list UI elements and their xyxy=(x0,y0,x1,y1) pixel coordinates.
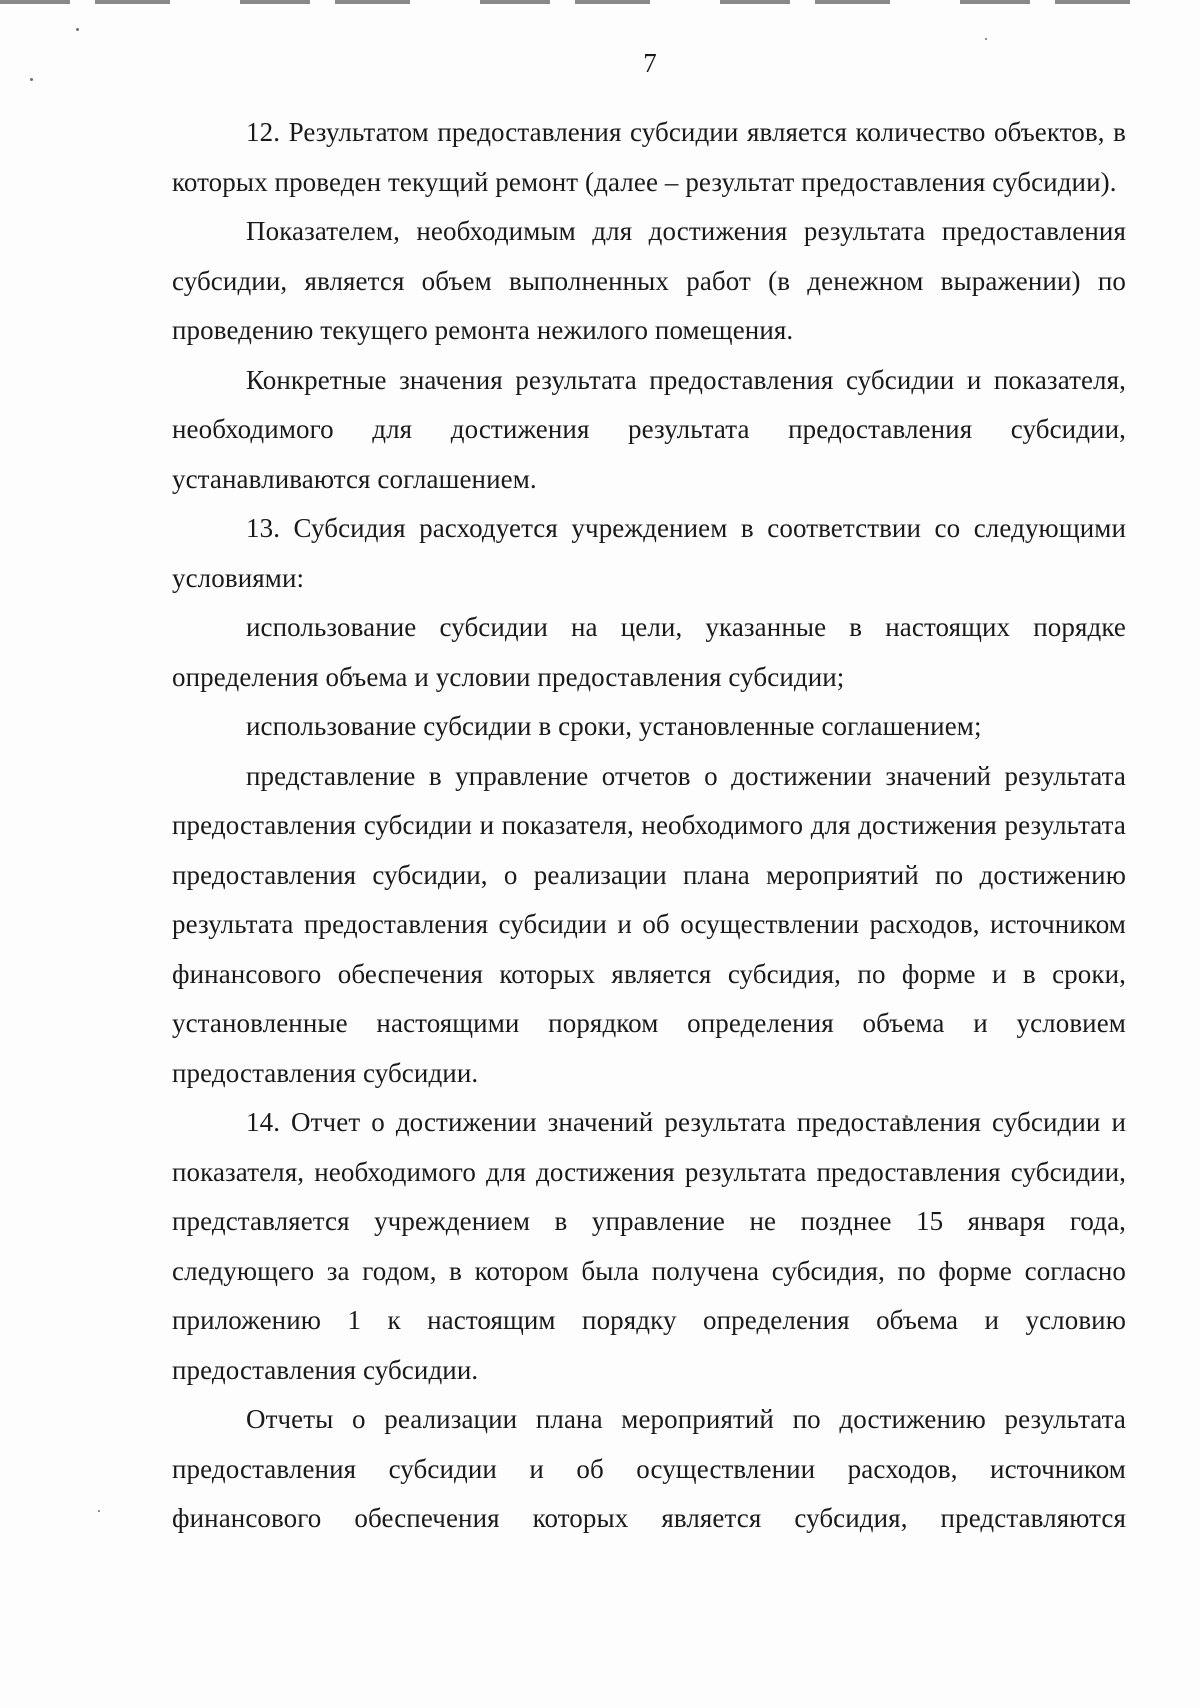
scan-top-edge xyxy=(0,0,1200,4)
paragraph-plan-reports: Отчеты о реализации плана мероприятий по достижению результата предоставления субсидии и об осуществлении расходов, источником финансового обеспечения которых является субсидия, представляются xyxy=(172,1404,1126,1533)
scan-speck xyxy=(985,38,987,40)
paragraph-indicator: Показателем, необходимым для достижения результата предоставления субсидии, является объем выполненных работ (в денежном выражении) по проведению текущего ремонта нежилого помещения. xyxy=(172,216,1126,345)
scan-speck xyxy=(98,1510,100,1512)
scan-speck xyxy=(30,78,33,81)
paragraph-13-conditions: 13. Субсидия расходуется учреждением в соответствии со следующими условиями: xyxy=(172,513,1126,593)
paragraph-specific-values: Конкретные значения результата предоставления субсидии и показателя, необходимого для достижения результата предоставления субсидии, устанавливаются соглашением. xyxy=(172,364,1126,494)
paragraph-14-report: 14. Отчет о достижении значений результата предоставления субсидии и показателя, необходимого для достижения результата предоставления субсидии, представляется учреждением в управление не позднее 15 января года, следующего за годом, в котором была получена субсидия, по форме согласно приложению 1 к настоящим порядку определения объема и условию предоставления субсидии. xyxy=(172,1107,1126,1385)
paragraph-condition-purpose: использование субсидии на цели, указанные в настоящих порядке определения объема и условии предоставления субсидии; xyxy=(172,612,1126,692)
scan-speck xyxy=(76,28,79,31)
paragraph-condition-terms: использование субсидии в сроки, установленные соглашением; xyxy=(246,711,982,741)
paragraph-condition-reports: представление в управление отчетов о достижении значений результата предоставления субсидии и показателя, необходимого для достижения результата предоставления субсидии, о реализации плана мероприятий по достижению результата предоставления субсидии и об осуществлении расходов, источником финансового обеспечения которых является субсидия, по форме и в сроки, установленные настоящими порядком определения объема и условием предоставления субсидии. xyxy=(172,760,1126,1088)
page-number: 7 xyxy=(643,48,657,78)
document-body xyxy=(172,108,1126,1544)
paragraph-12-result: 12. Результатом предоставления субсидии является количество объектов, в которых проведен текущий ремонт (далее – результат предоставления субсидии). xyxy=(172,117,1126,197)
